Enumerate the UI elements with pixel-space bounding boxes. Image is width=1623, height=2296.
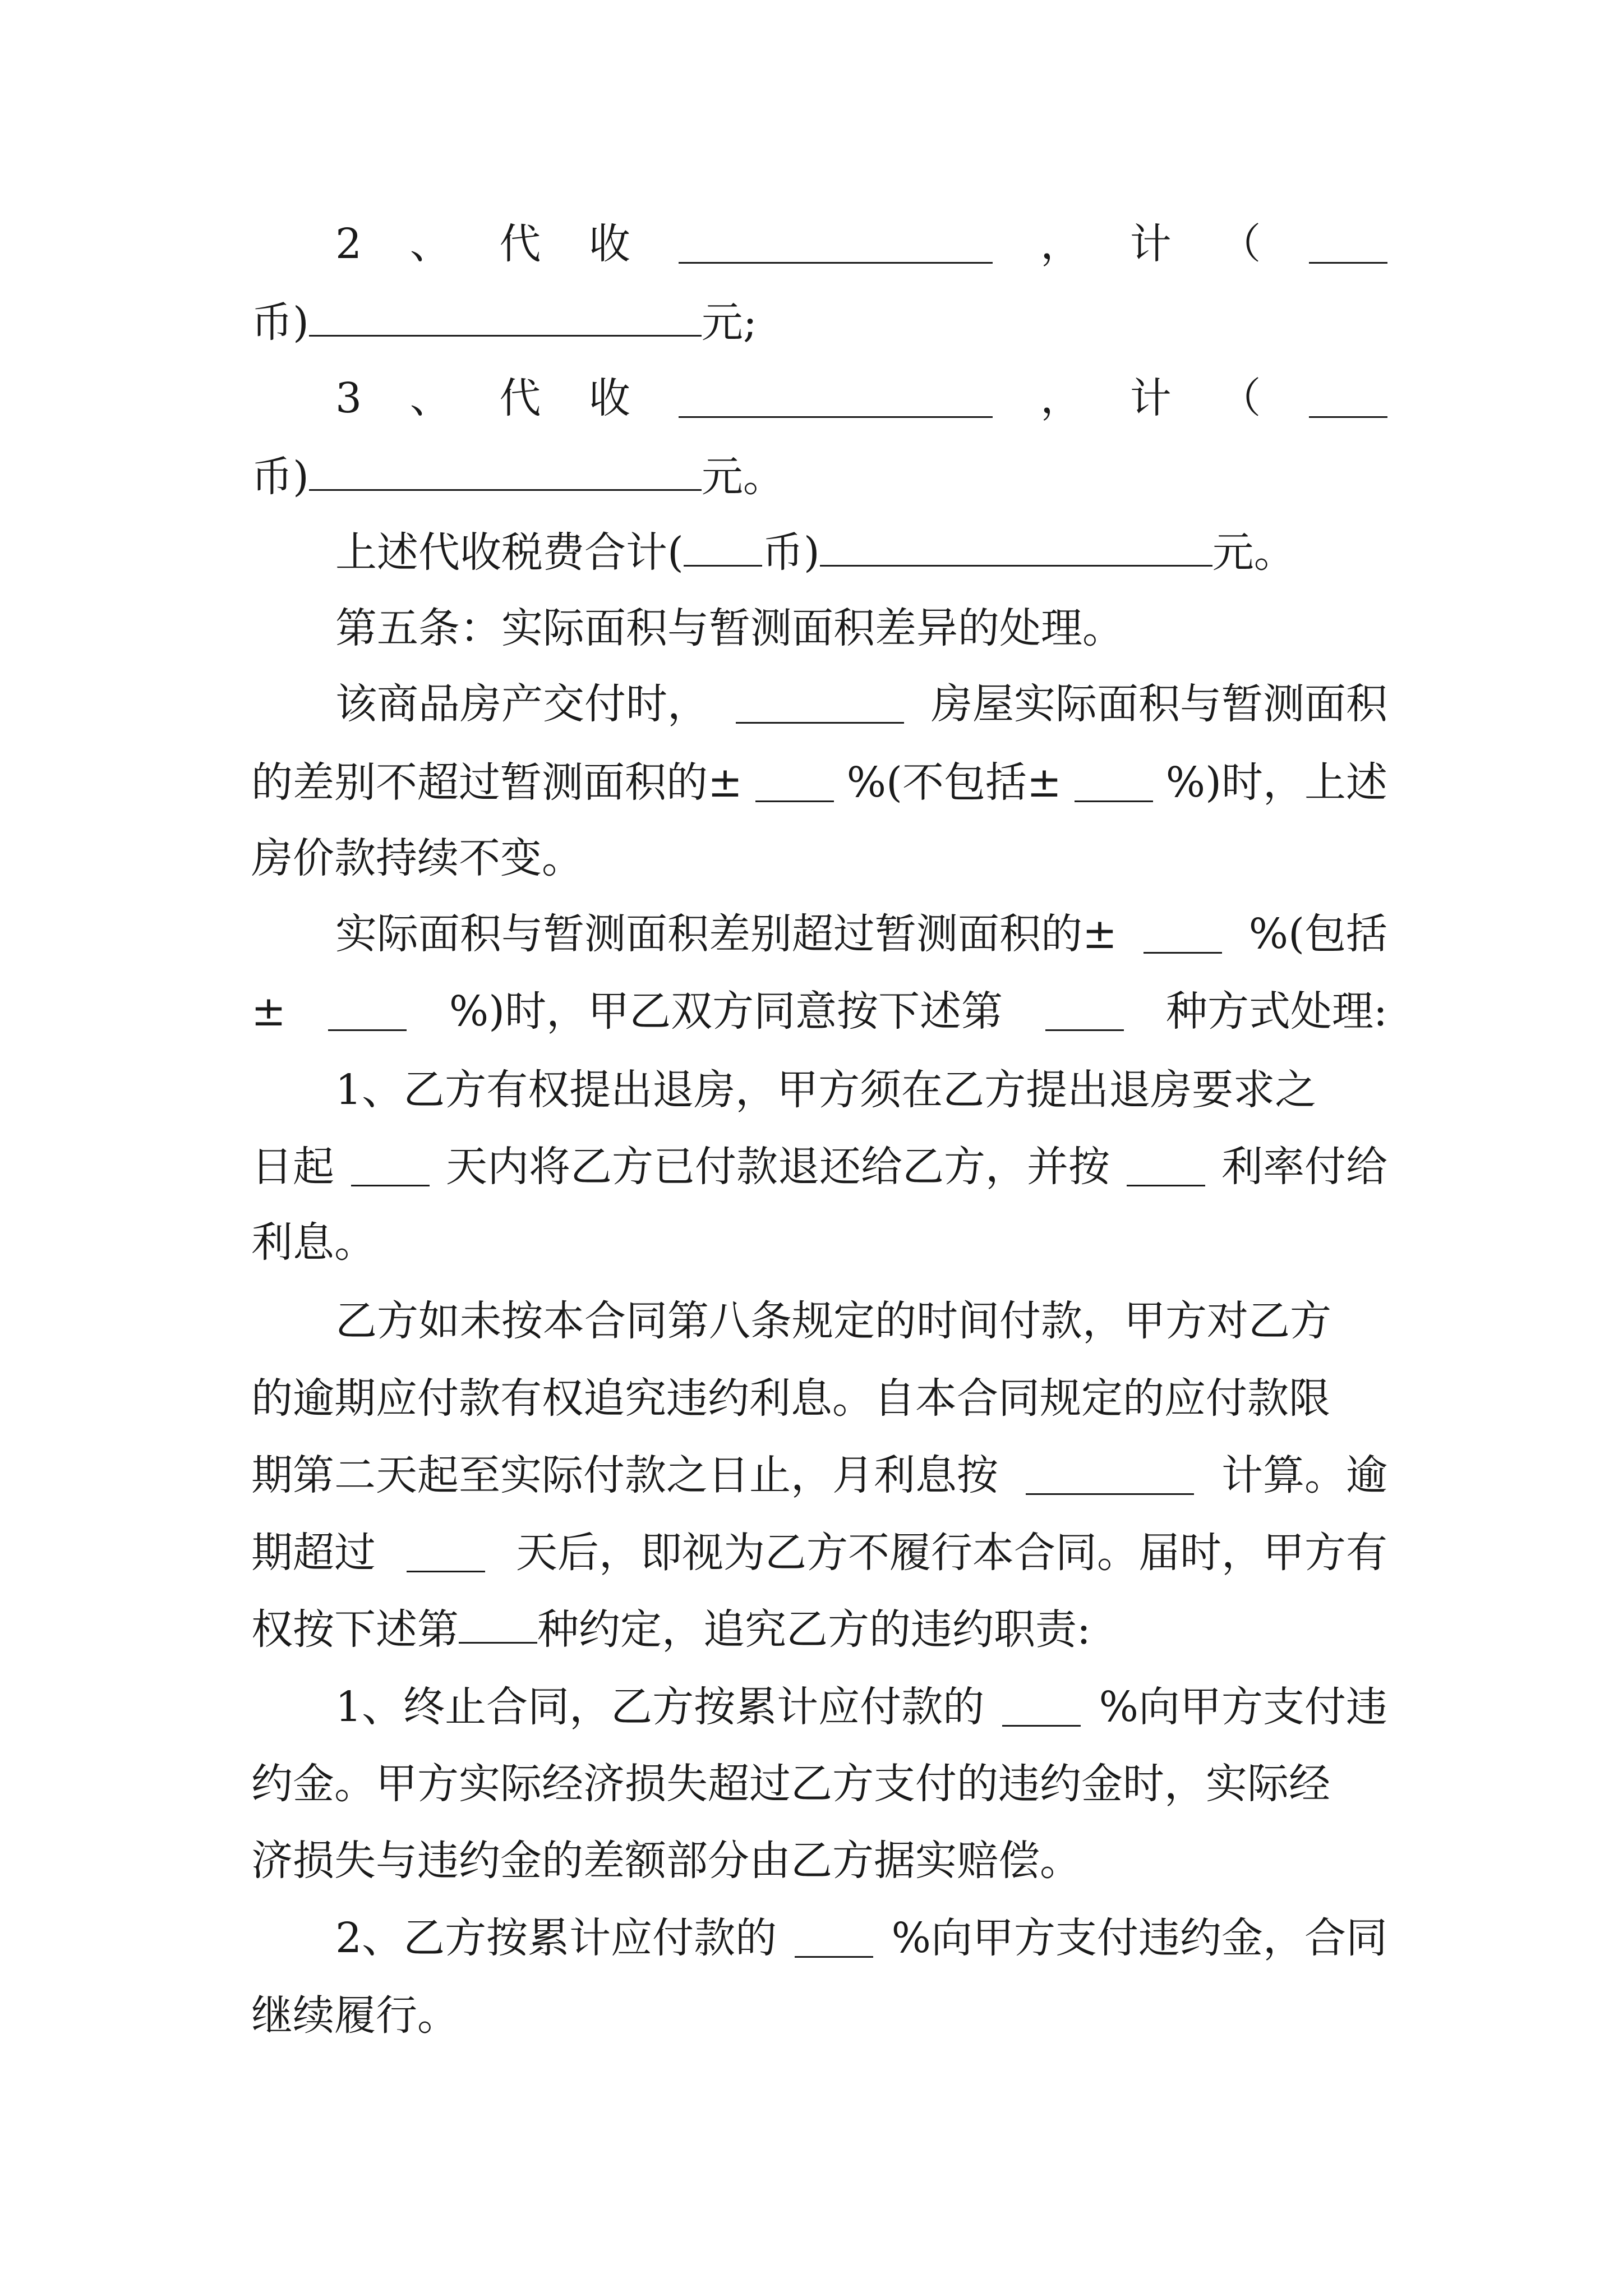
text-segment: ，: [1040, 220, 1082, 268]
text-segment: %向甲方支付违: [1099, 1683, 1387, 1731]
text-segment: 利率付给: [1221, 1143, 1387, 1191]
text-segment: 代: [499, 220, 541, 268]
paragraph-line: [335, 1676, 1387, 1738]
text-segment: 元。: [1212, 528, 1295, 577]
text-segment: 日起: [251, 1143, 334, 1191]
paragraph-line: [251, 1599, 1387, 1660]
paragraph-line: [251, 1212, 1387, 1273]
clause-3-line: [335, 367, 1387, 429]
fill-in-blank[interactable]: [459, 1605, 537, 1644]
text-segment: 房价款持续不变。: [251, 834, 583, 882]
paragraph-line: [335, 1907, 1387, 1969]
clause-2-line: [335, 213, 1387, 275]
text-segment: %)时，甲乙双方同意按下述第: [449, 987, 1003, 1036]
text-segment: %(包括: [1248, 910, 1387, 958]
paragraph-line: [251, 1753, 1387, 1815]
fill-in-blank[interactable]: [407, 1534, 485, 1572]
text-segment: 计算。逾: [1221, 1451, 1387, 1499]
text-segment: 元。: [701, 453, 785, 501]
tax-total-line: [335, 522, 1387, 583]
fill-in-blank[interactable]: [679, 225, 993, 264]
fill-in-blank[interactable]: [1144, 915, 1222, 954]
text-segment: 该商品房产交付时，: [335, 680, 709, 728]
paragraph-line: [335, 1290, 1387, 1352]
text-segment: 房屋实际面积与暂测面积: [931, 680, 1387, 728]
text-segment: ±: [251, 987, 287, 1036]
text-segment: （: [1219, 374, 1261, 422]
fill-in-blank[interactable]: [820, 528, 1212, 567]
clause-number: 2: [335, 220, 362, 268]
text-segment: 2、乙方按累计应付款的: [335, 1914, 777, 1962]
text-segment: 收: [588, 220, 630, 268]
fill-in-blank[interactable]: [684, 528, 762, 567]
fill-in-blank[interactable]: [1309, 225, 1387, 264]
paragraph-line: [251, 752, 1387, 813]
fill-in-blank[interactable]: [1026, 1456, 1194, 1495]
text-segment: 实际面积与暂测面积差别超过暂测面积的±: [335, 910, 1118, 958]
clause-3-cont-line: [251, 446, 1387, 508]
text-segment: 种约定，追究乙方的违约职责:: [537, 1605, 1091, 1654]
text-segment: 济损失与违约金的差额部分由乙方据实赔偿。: [251, 1837, 1081, 1885]
fill-in-blank[interactable]: [328, 992, 407, 1031]
fill-in-blank[interactable]: [1127, 1148, 1205, 1186]
text-segment: 第五条：实际面积与暂测面积差异的处理。: [335, 604, 1124, 652]
clause-number: 3: [335, 374, 362, 422]
paragraph-line: [251, 1522, 1387, 1584]
fill-in-blank[interactable]: [755, 763, 834, 802]
text-segment: 元;: [701, 298, 757, 347]
paragraph-line: [251, 1830, 1387, 1892]
text-segment: 的逾期应付款有权追究违约利息。自本合同规定的应付款限: [251, 1374, 1330, 1423]
paragraph-line: [335, 1059, 1387, 1121]
text-segment: %)时，上述: [1165, 758, 1387, 807]
text-segment: %(不包括±: [846, 758, 1062, 807]
text-segment: 天后，即视为乙方不履行本合同。届时，甲方有: [516, 1529, 1387, 1577]
text-segment: 上述代收税费合计(: [335, 528, 684, 577]
text-segment: 种方式处理:: [1166, 987, 1387, 1036]
fill-in-blank[interactable]: [1309, 379, 1387, 418]
fill-in-blank[interactable]: [1075, 763, 1153, 802]
text-segment: 期超过: [251, 1529, 376, 1577]
text-segment: 币): [251, 298, 309, 347]
text-segment: 、: [409, 374, 451, 422]
text-segment: 1、乙方有权提出退房，甲方须在乙方提出退房要求之: [335, 1066, 1317, 1114]
text-segment: 收: [588, 374, 630, 422]
text-segment: 天内将乙方已付款退还给乙方，并按: [446, 1143, 1110, 1191]
paragraph-line: [251, 1985, 1387, 2046]
text-segment: 计: [1129, 220, 1172, 268]
text-segment: 利息。: [251, 1218, 376, 1267]
paragraph-line: [251, 1368, 1387, 1429]
paragraph-line: [335, 903, 1387, 965]
paragraph-line: [251, 1136, 1387, 1198]
fill-in-blank[interactable]: [309, 298, 702, 337]
text-segment: 期第二天起至实际付款之日止，月利息按: [251, 1451, 998, 1499]
paragraph-line: [251, 1444, 1387, 1506]
text-segment: 1、终止合同，乙方按累计应付款的: [335, 1683, 985, 1731]
text-segment: %向甲方支付违约金，合同: [891, 1914, 1387, 1962]
text-segment: 继续履行。: [251, 1991, 459, 2040]
fill-in-blank[interactable]: [1002, 1688, 1081, 1727]
text-segment: （: [1219, 220, 1261, 268]
paragraph-line: [335, 673, 1387, 735]
text-segment: 、: [409, 220, 451, 268]
article-5-heading: [335, 597, 1387, 659]
text-segment: 权按下述第: [251, 1605, 459, 1654]
fill-in-blank[interactable]: [679, 379, 993, 418]
fill-in-blank[interactable]: [1045, 992, 1124, 1031]
text-segment: 约金。甲方实际经济损失超过乙方支付的违约金时，实际经: [251, 1760, 1330, 1808]
paragraph-line: [251, 827, 1387, 889]
text-segment: 计: [1129, 374, 1172, 422]
fill-in-blank[interactable]: [351, 1148, 430, 1186]
paragraph-line: [251, 981, 1387, 1042]
fill-in-blank[interactable]: [736, 685, 904, 724]
text-segment: 币): [251, 453, 309, 501]
text-segment: 乙方如未按本合同第八条规定的时间付款，甲方对乙方: [335, 1297, 1331, 1345]
fill-in-blank[interactable]: [309, 452, 702, 491]
fill-in-blank[interactable]: [795, 1919, 873, 1958]
text-segment: ，: [1040, 374, 1082, 422]
text-segment: 的差别不超过暂测面积的±: [251, 758, 743, 807]
clause-2-cont-line: [251, 292, 1387, 353]
text-segment: 代: [499, 374, 541, 422]
text-segment: 币): [762, 528, 820, 577]
